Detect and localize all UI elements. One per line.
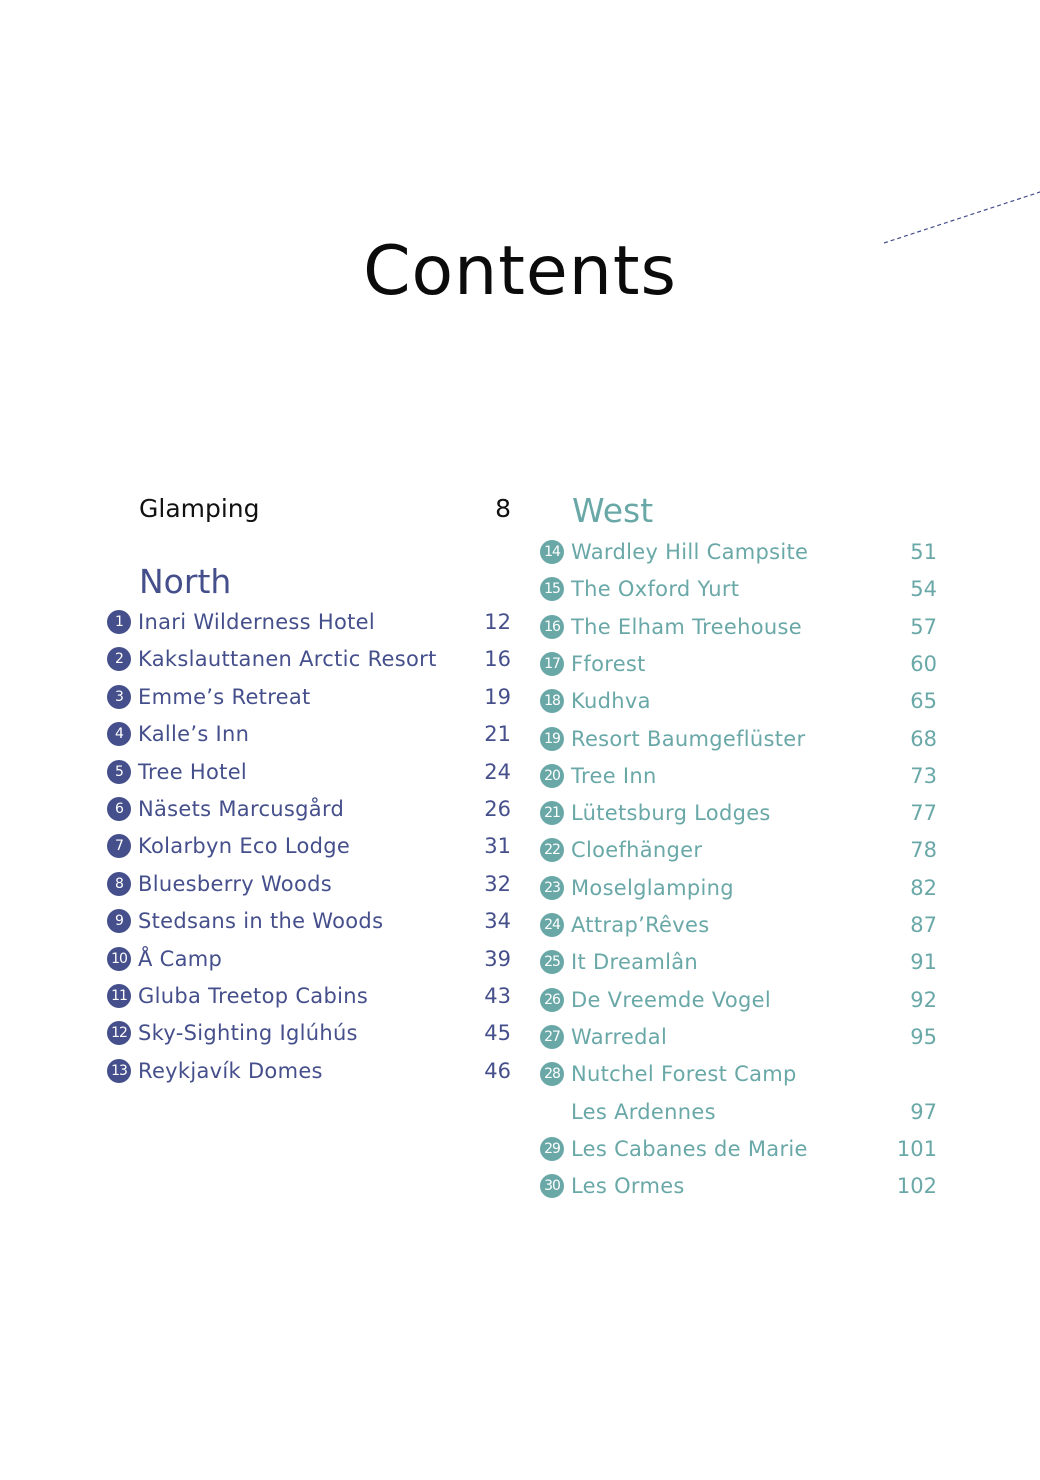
entry-number-badge: 24 [540, 913, 564, 937]
toc-entry[interactable] [107, 944, 511, 974]
toc-entry[interactable] [107, 607, 511, 637]
entry-number-badge: 13 [107, 1059, 131, 1083]
entry-page-number: 77 [910, 801, 937, 826]
entry-number-badge: 30 [540, 1174, 564, 1198]
entry-page-number: 31 [484, 834, 511, 859]
entry-number-badge: 25 [540, 950, 564, 974]
entry-name: It Dreamlân [571, 950, 699, 975]
toc-entry[interactable] [540, 947, 937, 977]
entry-number-badge: 16 [540, 615, 564, 639]
entry-name: Les Ardennes [571, 1099, 716, 1124]
entry-name: Kolarbyn Eco Lodge [138, 834, 351, 859]
entry-number-badge: 15 [540, 577, 564, 601]
entry-page-number: 73 [910, 763, 937, 788]
entry-name: Les Ormes [571, 1174, 685, 1199]
entry-name: Attrap’Rêves [571, 913, 710, 937]
entry-name: Les Cabanes de Marie [571, 1136, 808, 1161]
entry-page-number: 51 [910, 540, 937, 564]
entry-name: Resort Baumgeflüster [571, 726, 806, 751]
toc-entry[interactable] [107, 644, 511, 674]
entry-page-number: 34 [484, 909, 511, 934]
toc-entry[interactable] [107, 981, 511, 1011]
toc-entry[interactable] [540, 798, 937, 828]
toc-entry[interactable] [107, 682, 511, 712]
entry-number-badge: 21 [540, 801, 564, 825]
entry-number-badge: 22 [540, 838, 564, 862]
toc-entry[interactable] [540, 724, 937, 754]
entry-number-badge: 8 [107, 872, 131, 896]
entry-number-badge: 4 [107, 722, 131, 746]
entry-page-number: 16 [484, 647, 511, 672]
entry-name: Fforest [571, 651, 646, 676]
entry-page-number: 97 [910, 1099, 937, 1124]
entry-name: Sky-Sighting Iglúhús [138, 1021, 358, 1046]
entry-page-number: 101 [896, 1136, 937, 1161]
toc-entry[interactable] [540, 835, 937, 865]
toc-entry[interactable] [540, 649, 937, 679]
entry-name: Kalle’s Inn [138, 722, 250, 747]
entry-name: Kudhva [571, 689, 651, 714]
entry-name: Inari Wilderness Hotel [138, 610, 376, 634]
entry-name: Gluba Treetop Cabins [138, 984, 369, 1008]
entry-number-badge: 28 [540, 1062, 564, 1086]
entry-number-badge: 14 [540, 540, 564, 564]
entry-page-number: 65 [910, 689, 937, 714]
entry-number-badge: 10 [107, 947, 131, 971]
entry-page-number: 92 [910, 987, 937, 1012]
toc-entry[interactable] [540, 910, 937, 940]
entry-number-badge: 3 [107, 685, 131, 709]
entry-page-number: 54 [910, 577, 937, 602]
toc-entry[interactable] [540, 1097, 937, 1127]
entry-number-badge: 11 [107, 984, 131, 1008]
toc-entry[interactable] [540, 761, 937, 791]
entry-number-badge: 23 [540, 876, 564, 900]
entry-number-badge: 27 [540, 1025, 564, 1049]
entry-number-badge: 12 [107, 1021, 131, 1045]
toc-entry[interactable] [107, 794, 511, 824]
entry-number-badge: 1 [107, 610, 131, 634]
toc-entry[interactable] [540, 612, 937, 642]
toc-entry[interactable] [540, 537, 937, 567]
west-heading: West [572, 491, 654, 530]
entry-name: De Vreemde Vogel [571, 987, 771, 1012]
entry-number-badge: 17 [540, 652, 564, 676]
entry-page-number: 39 [484, 946, 511, 971]
entry-page-number: 87 [910, 913, 937, 937]
entry-page-number: 91 [910, 950, 937, 975]
entry-number-badge: 19 [540, 727, 564, 751]
entry-number-badge: 29 [540, 1137, 564, 1161]
intro-page-number: 8 [495, 494, 511, 523]
entry-number-badge: 7 [107, 834, 131, 858]
toc-entry[interactable] [540, 985, 937, 1015]
entry-number-badge: 20 [540, 764, 564, 788]
entry-page-number: 57 [910, 614, 937, 639]
toc-entry[interactable] [107, 869, 511, 899]
entry-name: Lütetsburg Lodges [571, 801, 771, 826]
entry-number-badge: 2 [107, 647, 131, 671]
entry-number-badge: 26 [540, 988, 564, 1012]
entry-number-badge: 9 [107, 909, 131, 933]
entry-name: Näsets Marcusgård [138, 797, 345, 821]
entry-page-number: 46 [484, 1058, 511, 1083]
entry-page-number: 68 [910, 726, 937, 751]
entry-name: The Oxford Yurt [571, 577, 740, 602]
north-heading: North [139, 562, 232, 601]
toc-entry[interactable] [540, 686, 937, 716]
entry-page-number: 12 [484, 610, 511, 634]
toc-entry[interactable] [540, 1134, 937, 1164]
entry-name: Å Camp [138, 946, 223, 971]
entry-page-number: 78 [910, 838, 937, 863]
entry-page-number: 32 [484, 871, 511, 896]
entry-page-number: 95 [910, 1024, 937, 1049]
entry-page-number: 21 [484, 722, 511, 747]
entry-number-badge: 5 [107, 760, 131, 784]
entry-page-number: 45 [484, 1021, 511, 1046]
toc-entry[interactable] [107, 719, 511, 749]
entry-page-number: 102 [896, 1174, 937, 1199]
entry-page-number: 24 [484, 759, 511, 784]
entry-name: Nutchel Forest Camp [571, 1062, 797, 1087]
toc-entry[interactable] [540, 873, 937, 903]
toc-entry[interactable] [540, 1022, 937, 1052]
entry-name: Warredal [571, 1024, 668, 1049]
toc-entry[interactable] [107, 1056, 511, 1086]
toc-entry[interactable] [107, 906, 511, 936]
toc-entry[interactable] [107, 1018, 511, 1048]
entry-page-number: 26 [484, 797, 511, 821]
entry-name: Bluesberry Woods [138, 871, 332, 896]
intro-label: Glamping [139, 494, 260, 523]
toc-entry[interactable] [107, 831, 511, 861]
toc-entry[interactable] [540, 574, 937, 604]
entry-name: Tree Inn [571, 763, 657, 788]
entry-page-number: 60 [910, 651, 937, 676]
entry-name: Stedsans in the Woods [138, 909, 384, 934]
entry-page-number: 43 [484, 984, 511, 1008]
entry-name: Kakslauttanen Arctic Resort [138, 647, 437, 672]
toc-entry[interactable] [540, 1059, 937, 1089]
entry-name: The Elham Treehouse [571, 614, 802, 639]
page-title: Contents [363, 232, 677, 311]
entry-page-number: 19 [484, 684, 511, 709]
entry-page-number: 82 [910, 875, 937, 900]
entry-number-badge: 6 [107, 797, 131, 821]
entry-name: Wardley Hill Campsite [571, 540, 809, 564]
entry-name: Reykjavík Domes [138, 1058, 323, 1083]
toc-entry[interactable] [107, 757, 511, 787]
entry-name: Moselglamping [571, 875, 734, 900]
entry-number-badge: 18 [540, 689, 564, 713]
entry-name: Emme’s Retreat [138, 684, 311, 709]
entry-name: Cloefhänger [571, 838, 703, 863]
entry-name: Tree Hotel [138, 759, 248, 784]
toc-entry[interactable] [540, 1171, 937, 1201]
